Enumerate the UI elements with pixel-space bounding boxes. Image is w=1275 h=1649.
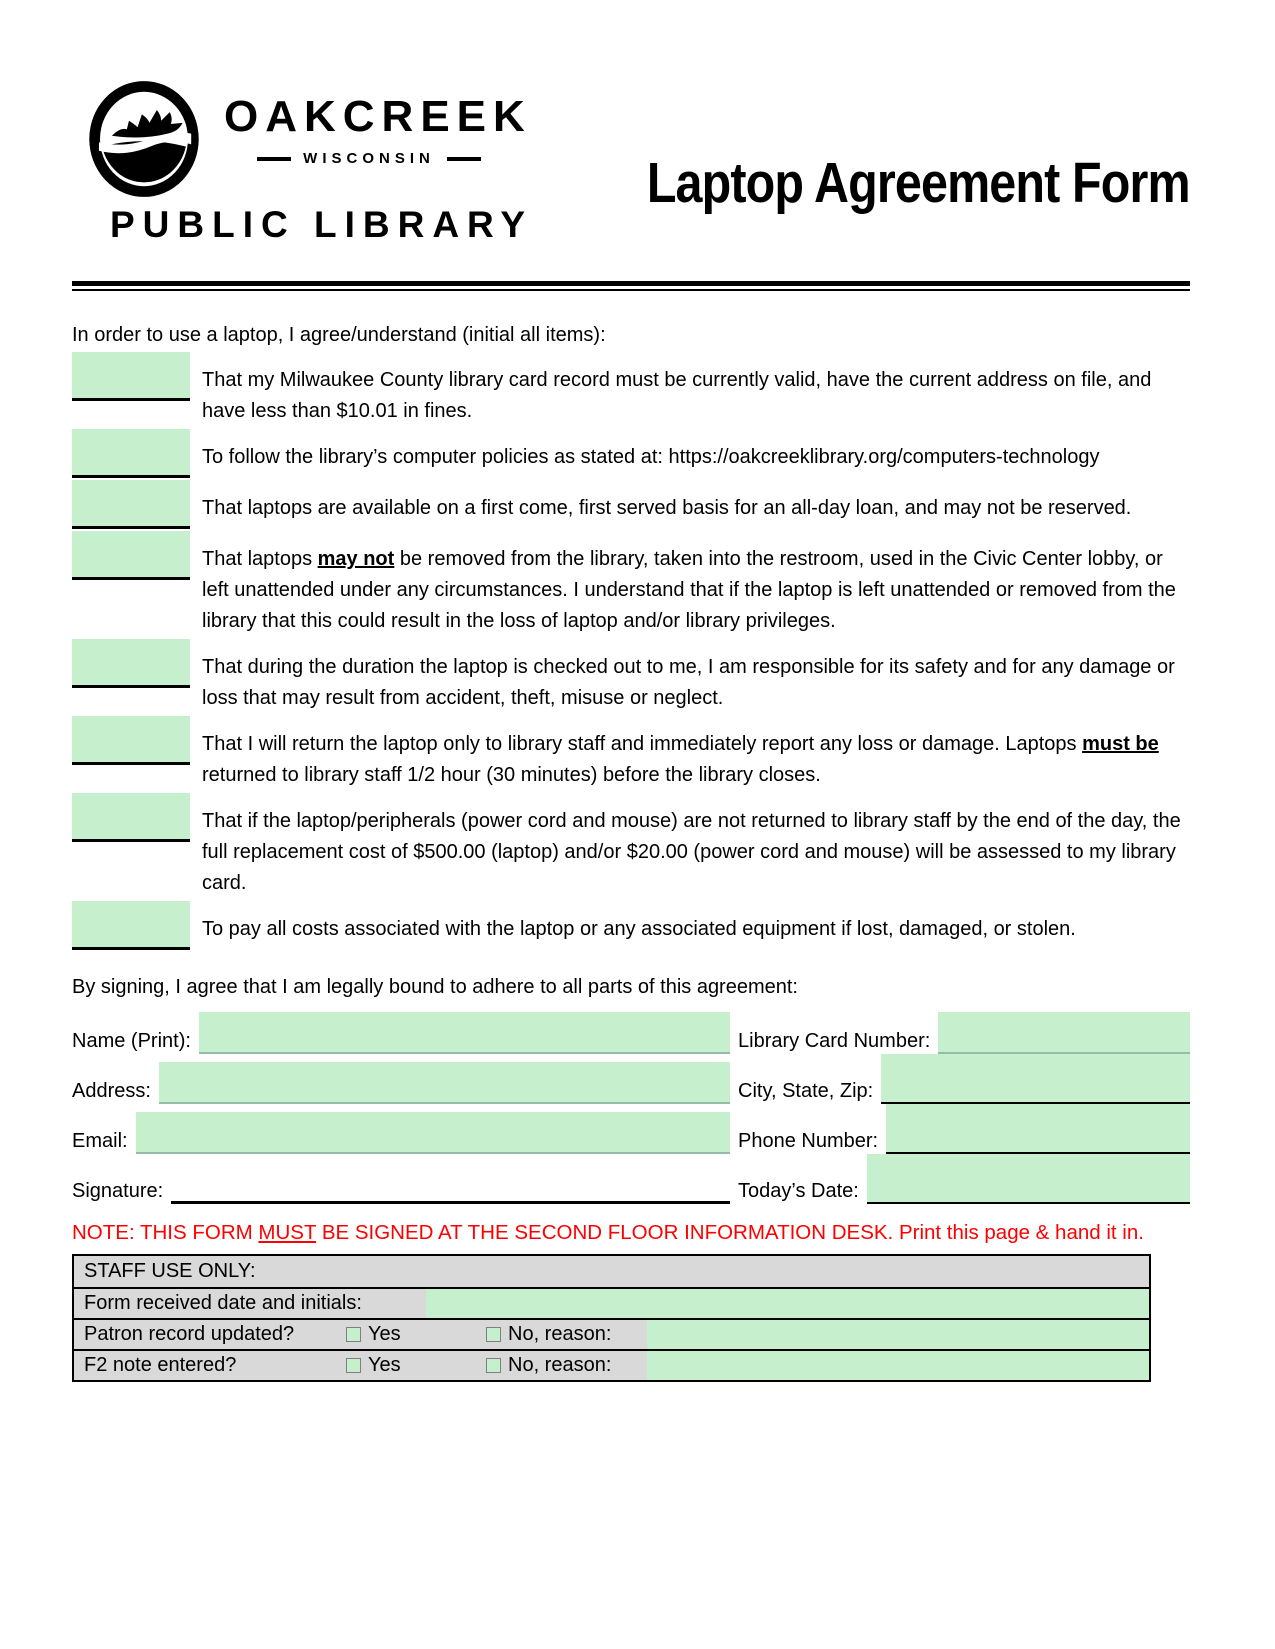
todays-date-field[interactable] bbox=[867, 1154, 1190, 1204]
form-row-signature bbox=[72, 1154, 1190, 1204]
header-divider bbox=[72, 281, 1190, 291]
initials-blank-field[interactable] bbox=[72, 352, 190, 401]
patron-yes-checkbox[interactable] bbox=[346, 1327, 361, 1342]
note-prefix: NOTE: THIS FORM bbox=[72, 1221, 259, 1244]
signing-statement: By signing, I agree that I am legally bound to adhere to all parts of this agreement: bbox=[72, 976, 798, 998]
patron-no-checkbox[interactable] bbox=[486, 1327, 501, 1342]
city-state-zip-label: City, State, Zip: bbox=[738, 1080, 874, 1102]
agreement-item-text: That during the duration the laptop is checked out to me, I am responsible for its safety and for any damage or loss that may result from accident, theft, misuse or neglect. bbox=[202, 656, 1175, 709]
patron-record-label: Patron record updated? bbox=[84, 1323, 295, 1345]
f2-yes-label: Yes bbox=[368, 1354, 401, 1376]
agreement-item bbox=[72, 365, 1190, 427]
brand-name: OAKCREEK bbox=[224, 92, 532, 141]
address-field[interactable] bbox=[159, 1062, 730, 1104]
name-field[interactable] bbox=[199, 1012, 730, 1054]
initials-blank-field[interactable] bbox=[72, 639, 190, 688]
city-state-zip-field[interactable] bbox=[881, 1054, 1190, 1104]
library-card-number-label: Library Card Number: bbox=[738, 1030, 931, 1052]
patron-no-reason-field[interactable] bbox=[647, 1320, 1149, 1349]
initials-blank-field[interactable] bbox=[72, 716, 190, 765]
initials-blank-field[interactable] bbox=[72, 793, 190, 842]
patron-yes-label: Yes bbox=[368, 1323, 401, 1345]
form-row-address bbox=[72, 1054, 1190, 1104]
f2-no-label: No, reason: bbox=[508, 1354, 612, 1376]
agreement-item-text: That if the laptop/peripherals (power cord and mouse) are not returned to library staff by the end of the day, the full replacement cost of $500.00 (laptop) and/or $20.00 (power cord and mouse) will be assessed to my library card. bbox=[202, 810, 1181, 894]
brand-subtitle-label: WISCONSIN bbox=[303, 150, 435, 167]
patron-no-label: No, reason: bbox=[508, 1323, 612, 1345]
note-suffix: BE SIGNED AT THE SECOND FLOOR INFORMATION DESK. Print this page & hand it in. bbox=[316, 1221, 1144, 1244]
f2-note-label: F2 note entered? bbox=[84, 1354, 237, 1376]
signing-note bbox=[72, 1220, 1190, 1246]
intro-text: In order to use a laptop, I agree/understand (initial all items): bbox=[72, 324, 606, 346]
f2-no-checkbox[interactable] bbox=[486, 1358, 501, 1373]
form-received-field[interactable] bbox=[426, 1289, 1149, 1318]
email-field[interactable] bbox=[136, 1112, 730, 1154]
form-row-name bbox=[72, 1004, 1190, 1054]
content bbox=[72, 320, 1190, 1382]
library-logo-icon bbox=[88, 80, 200, 198]
initials-blank-field[interactable] bbox=[72, 429, 190, 478]
library-card-number-field[interactable] bbox=[938, 1012, 1190, 1054]
form-received-label: Form received date and initials: bbox=[74, 1289, 426, 1318]
phone-number-label: Phone Number: bbox=[738, 1130, 879, 1152]
page-title: Laptop Agreement Form bbox=[647, 151, 1190, 215]
agreement-item-text: That laptops may not be removed from the library, taken into the restroom, used in the Civic Center lobby, or left unattended under any circumstances. I understand that if the laptop is left unattended or removed from the library that this could result in the loss of laptop and/or library privileges. bbox=[202, 548, 1176, 632]
staff-use-only-label: STAFF USE ONLY: bbox=[74, 1256, 1149, 1287]
agreement-item-text: That my Milwaukee County library card record must be currently valid, have the current address on file, and have less than $10.01 in fines. bbox=[202, 369, 1152, 422]
agreement-item-text: To follow the library’s computer policies as stated at: https://oakcreeklibrary.org/computers-technology bbox=[202, 446, 1100, 468]
agreement-item bbox=[72, 442, 1190, 478]
agreement-item bbox=[72, 652, 1190, 714]
initials-blank-field[interactable] bbox=[72, 480, 190, 529]
f2-no-reason-field[interactable] bbox=[647, 1351, 1149, 1380]
signature-line[interactable] bbox=[171, 1167, 730, 1204]
initials-blank-field[interactable] bbox=[72, 531, 190, 580]
f2-yes-checkbox[interactable] bbox=[346, 1358, 361, 1373]
form-row-email bbox=[72, 1104, 1190, 1154]
agreement-item bbox=[72, 544, 1190, 637]
initials-blank-field[interactable] bbox=[72, 901, 190, 950]
agreement-item bbox=[72, 806, 1190, 899]
patron-record-row bbox=[74, 1318, 1149, 1349]
staff-use-table bbox=[72, 1254, 1151, 1382]
agreement-item-text: To pay all costs associated with the laptop or any associated equipment if lost, damaged, or stolen. bbox=[202, 918, 1076, 940]
phone-number-field[interactable] bbox=[886, 1104, 1190, 1154]
note-must: MUST bbox=[258, 1221, 317, 1244]
brand-line2: PUBLIC LIBRARY bbox=[110, 204, 534, 245]
todays-date-label: Today’s Date: bbox=[738, 1180, 859, 1202]
signature-label: Signature: bbox=[72, 1180, 164, 1202]
agreement-item bbox=[72, 729, 1190, 791]
staff-header-row bbox=[74, 1256, 1149, 1287]
brand-subtitle bbox=[224, 150, 514, 167]
name-label: Name (Print): bbox=[72, 1030, 191, 1052]
address-label: Address: bbox=[72, 1080, 151, 1102]
agreement-item bbox=[72, 914, 1190, 950]
agreement-item-text: That I will return the laptop only to library staff and immediately report any loss or damage. Laptops must be returned to library staff 1/2 hour (30 minutes) before the library closes. bbox=[202, 733, 1159, 786]
dash-right bbox=[447, 157, 481, 161]
agreement-item bbox=[72, 493, 1190, 529]
header bbox=[72, 76, 1190, 276]
form-received-row bbox=[74, 1287, 1149, 1318]
dash-left bbox=[257, 157, 291, 161]
agreement-items bbox=[72, 365, 1190, 950]
agreement-item-text: That laptops are available on a first come, first served basis for an all-day loan, and may not be reserved. bbox=[202, 497, 1132, 519]
f2-note-row bbox=[74, 1349, 1149, 1380]
form-fields bbox=[72, 1004, 1190, 1204]
email-label: Email: bbox=[72, 1130, 128, 1152]
